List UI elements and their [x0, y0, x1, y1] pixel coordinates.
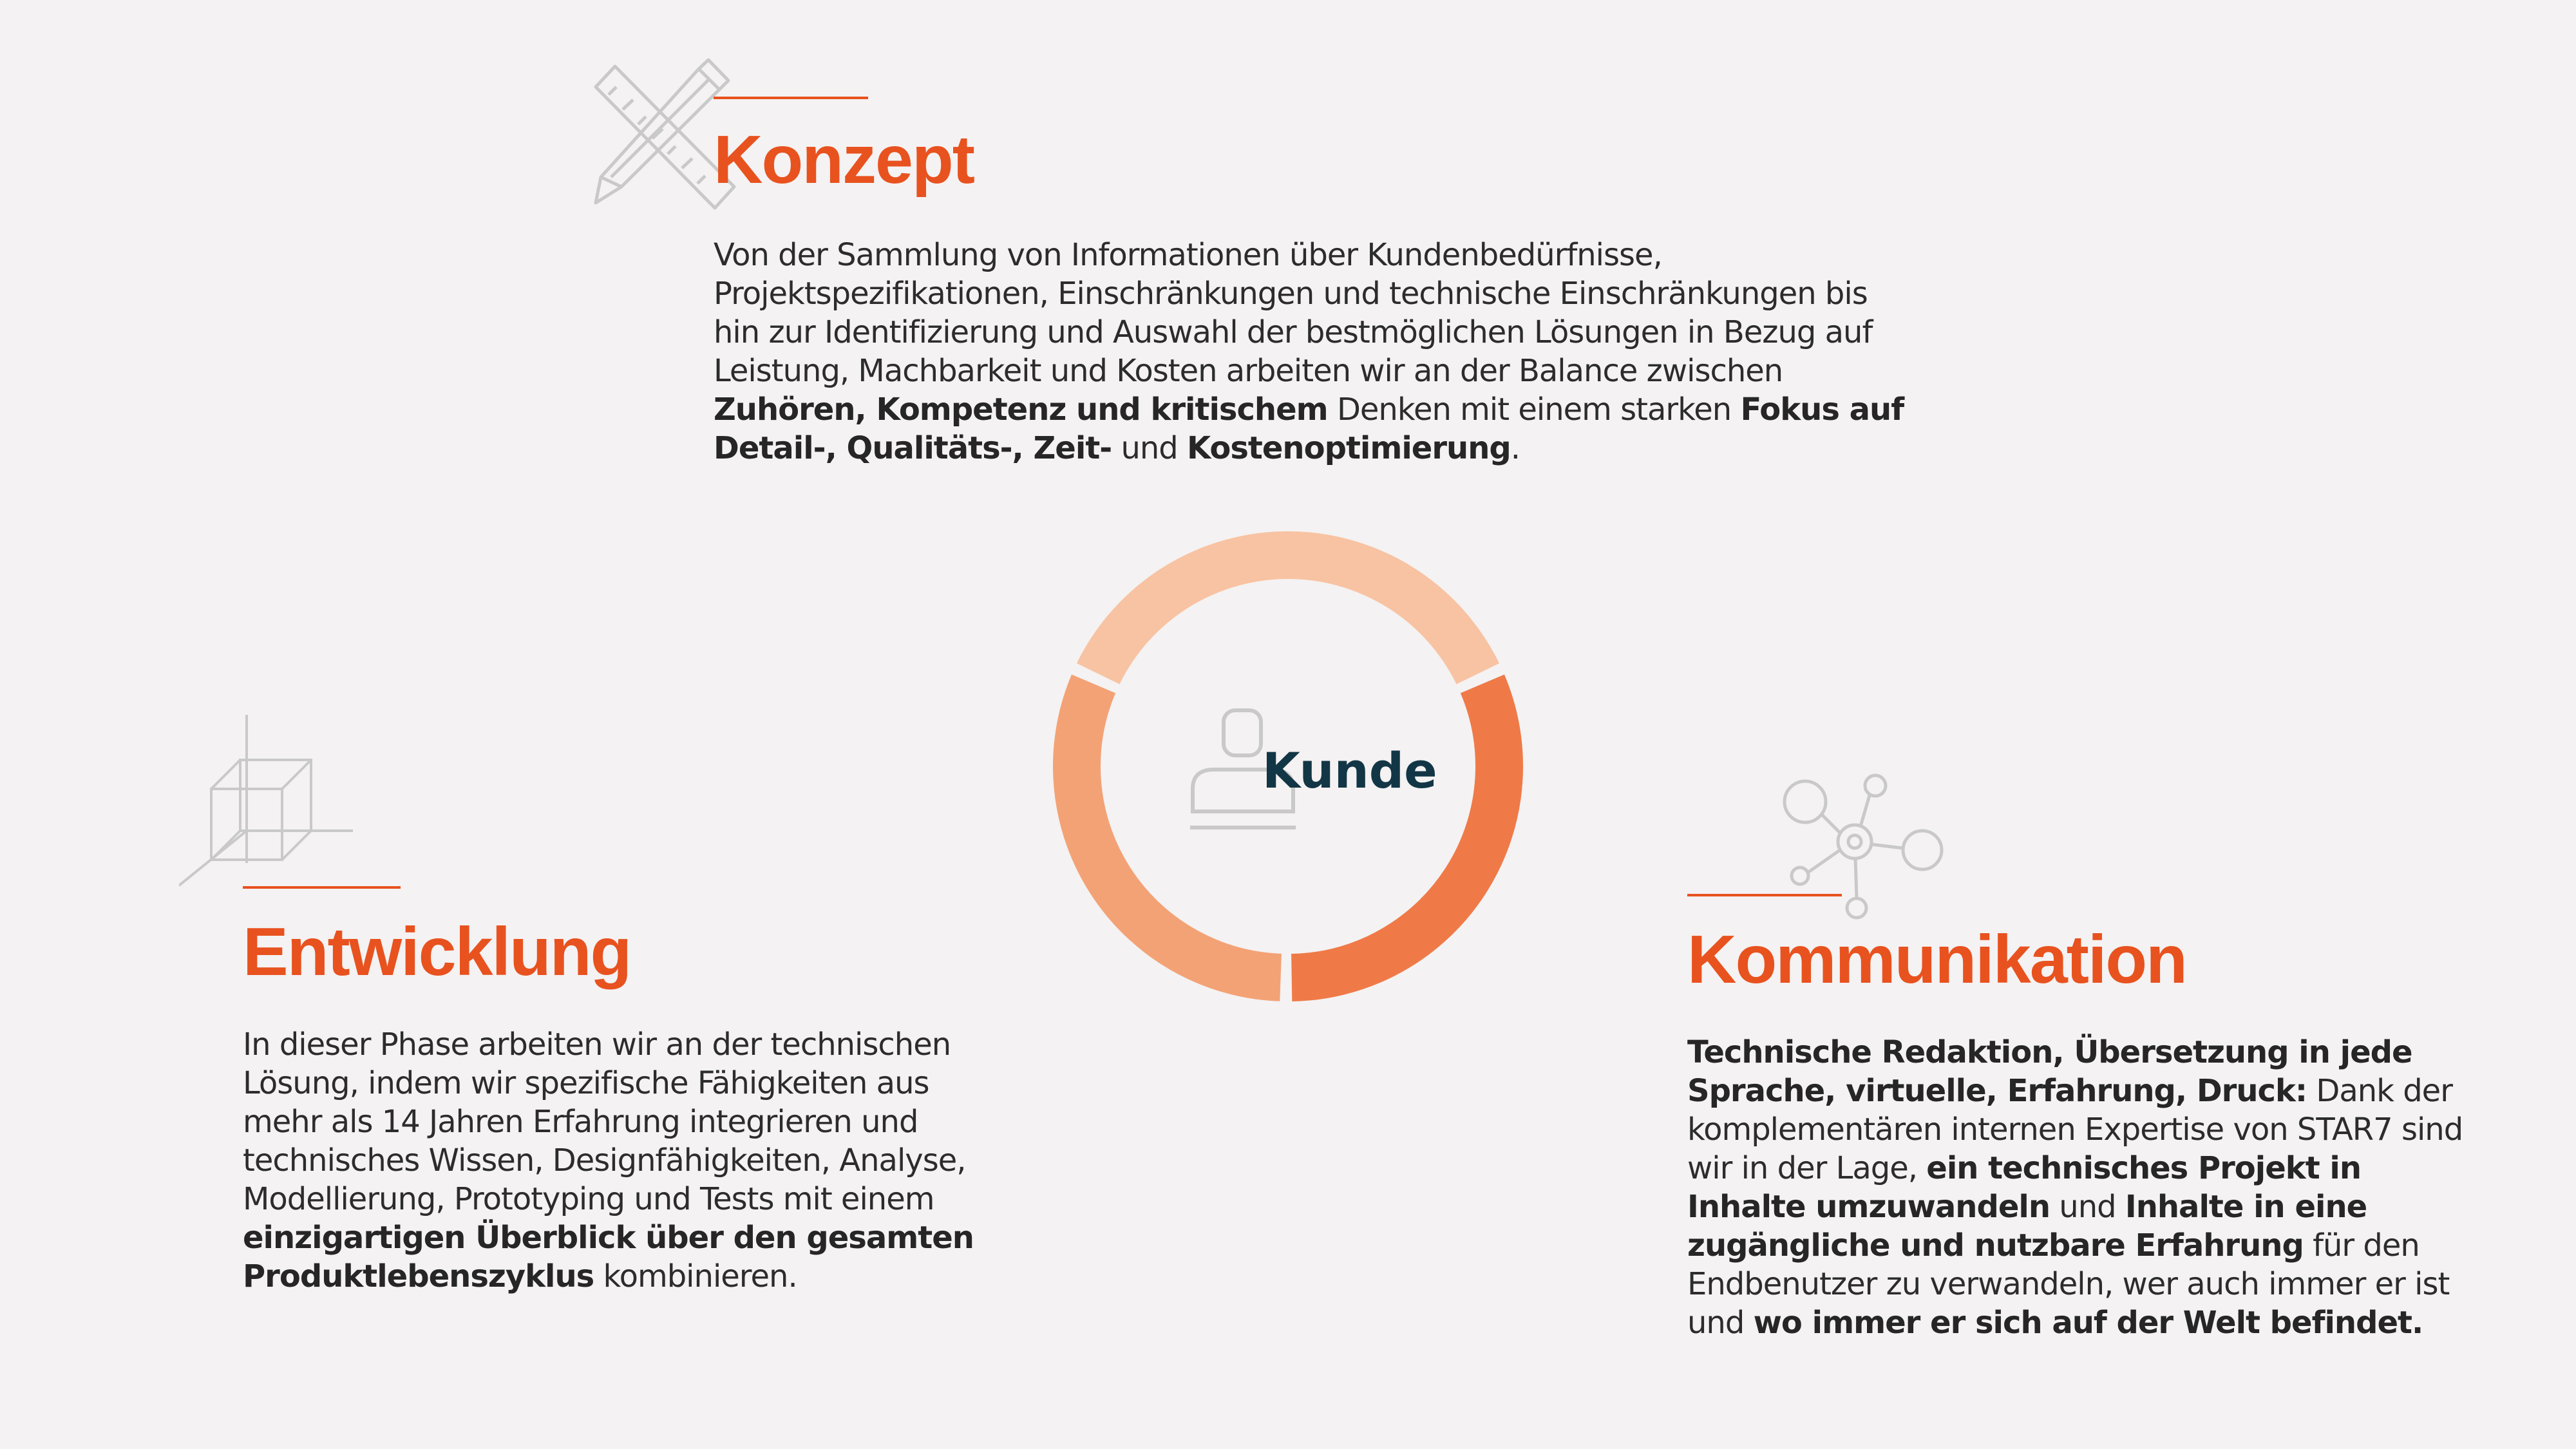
konzept-rule: [714, 97, 868, 99]
cube-icon: [179, 715, 359, 889]
konzept-text: Von der Sammlung von Informationen über Kundenbedürfnisse, Projektspezifikationen, Einschränkungen und technische Einschränkungen bis hin zur Identifizierung und Auswahl der bestmöglichen Lösungen in Bezug auf Leistung, Machbarkeit und Kosten arbeiten wir an der Balance zwischen Zuhören, Kompetenz und kritischem Denken mit einem starken Fokus auf Detail-, Qualitäts-, Zeit- und Kostenoptimierung.: [714, 237, 1904, 466]
center-label: Kunde: [1262, 742, 1437, 799]
ring-segment-kommunikation: [1292, 684, 1499, 978]
kommunikation-title: Kommunikation: [1687, 922, 2186, 998]
network-icon: [1781, 770, 1948, 924]
entwicklung-text: In dieser Phase arbeiten wir an der technischen Lösung, indem wir spezifische Fähigkeiten aus mehr als 14 Jahren Erfahrung integrieren und technisches Wissen, Designfähigkeiten, Analyse, Modellierung, Prototyping und Tests mit einem einzigartigen Überblick über den gesamten Produktlebenszyklus kombinieren.: [243, 1027, 974, 1294]
kommunikation-text: Technische Redaktion, Übersetzung in jede Sprache, virtuelle, Erfahrung, Druck: Dank der komplementären internen Expertise von STAR7 sind wir in der Lage, ein technisches Projekt in Inhalte umzuwandeln und Inhalte in eine zugängliche und nutzbare Erfahrung für den Endbenutzer zu verwandeln, wer auch immer er ist und wo immer er sich auf der Welt befindet.: [1687, 1034, 2463, 1341]
entwicklung-rule: [243, 886, 401, 889]
konzept-title: Konzept: [714, 122, 974, 198]
kommunikation-rule: [1687, 894, 1842, 896]
ring-segment-konzept: [1098, 555, 1478, 674]
entwicklung-title: Entwicklung: [243, 914, 631, 990]
